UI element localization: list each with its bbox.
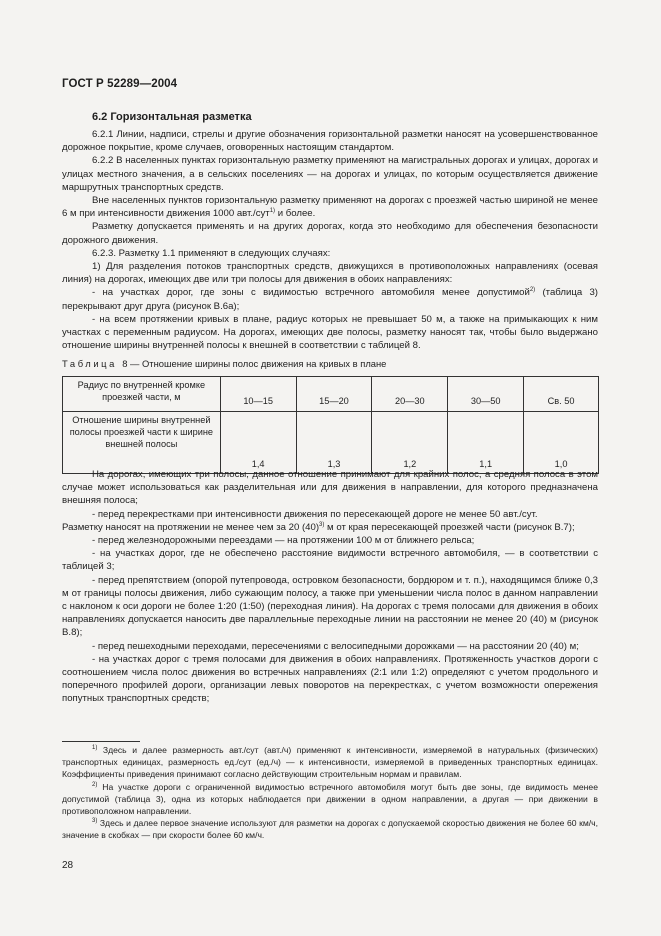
table-caption-word: Таблица — [62, 358, 117, 369]
page-number: 28 — [62, 860, 74, 871]
paragraph-intersections: - перед перекрестками при интенсивности движения по пересекающей дороге не менее 50 авт./сут. — [92, 508, 538, 520]
table-cell: Св. 50 — [524, 377, 599, 412]
footnote-ref-3: 3) — [319, 521, 325, 528]
footnote-divider — [62, 741, 140, 742]
paragraph-marking-distance: Разметку наносят на протяжении не менее чем за 20 $(40)^{3)}$ м от края пересекающей проезжей части (рисунок В.7); — [62, 521, 575, 533]
lane-width-table — [62, 376, 599, 474]
footnote-ref-2: 2) — [529, 287, 536, 294]
paragraph-three-lanes: На дорогах, имеющих три полосы, данное отношение принимают для крайних полос, а средняя полоса в этом случае может использоваться как разделительная или для движения в направлении, для которого предназначена внешняя полоса; — [62, 469, 598, 507]
table-row-ratio — [63, 412, 599, 474]
paragraph-three-lane-sections: - на участках дорог с тремя полосами для движения в обоих направлениях. Протяженность участков дороги с соотношением числа полос движения во встречных направлениях (2:1 или 1:2) определяют с учетом продольного и поперечного профилей дороги, организации левых поворотов на перекрестках, с учетом возможности опережения попутных транспортных средств; — [62, 653, 598, 705]
paragraph-outside-settlements: Вне населенных пунктов горизонтальную разметку применяют на дорогах с проезжей частью шириной не менее 6 м при интенсивности движения 1000 авт./сут$^{1)}$ и более. — [62, 195, 598, 220]
paragraph-pedestrian: - перед пешеходными переходами, пересечениями с велосипедными дорожками — на расстоянии 20 (40) м; — [92, 640, 579, 652]
table-cell: 1,0 — [524, 412, 599, 474]
table-cell: 1,2 — [372, 412, 448, 474]
table-cell: 1,4 — [220, 412, 296, 474]
footnote-2: $^{2)}$ На участке дороги с ограниченной видимостью встречного автомобиля могут быть две зоны, где видимость менее допустимой (таблица 3), одна из которых наблюдается при движении в одном направлении, а другая — при движении в противоположном направлении. — [62, 781, 598, 817]
table-cell: 1,3 — [296, 412, 372, 474]
paragraph-obstacle: - перед препятствием (опорой путепровода, островком безопасности, бордюром и т. п.), находящимся ближе 0,3 м от границы полосы движения, либо сужающим полосу, а также при уменьшении числа полос в данном направлении с наклоном к оси дороги не более 1:20 (1:50) (переходная линия). На дорогах с тремя полосами для движения в обоих направлениях допускается наносить две параллельные переходные линии на расстоянии не менее 20 (40) м (рисунок В.8); — [62, 574, 598, 639]
table-cell: 1,1 — [448, 412, 524, 474]
paragraph-no-visibility: - на участках дорог, где не обеспечено расстояние видимости встречного автомобиля, — в соответствии с таблицей 3; — [62, 548, 598, 573]
paragraph-curves: - на всем протяжении кривых в плане, радиус которых не превышает 50 м, а также на примыкающих к ним участках с переменным радиусом. На дорогах, имеющих две полосы, разметку наносят так, чтобы было выдержано отношение ширины внутренней полосы к внешней в соответствии с таблицей 8. — [62, 313, 598, 352]
body-text-lower — [62, 468, 598, 706]
table-row-label-ratio: Отношение ширины внутренней полосы проезжей части к ширине внешней полосы — [63, 412, 221, 474]
footnote-1: $^{1)}$ Здесь и далее размерность авт./сут (авт./ч) применяют к интенсивности, измеряемой в натуральных (физических) транспортных единицах, размерность ед./сут (ед./ч) — к интенсивности, измеряемой в приведенных транспортных единицах. Коэффициенты приведения принимают согласно действующим строительным нормам и правилам. — [62, 745, 598, 780]
table-caption-number: 8 — [122, 358, 128, 369]
footnote-ref-1: 1) — [269, 208, 276, 215]
paragraph-6-2-3: 6.2.3. Разметку 1.1 применяют в следующих случаях: — [92, 247, 331, 259]
paragraph-6-2-2: 6.2.2 В населенных пунктах горизонтальную разметку применяют на магистральных дорогах и улицах, дорогах и улицах местного значения, а в сельских поселениях — на дорогах и улицах, по которым осуществляется движение маршрутных транспортных средств. — [62, 155, 598, 193]
paragraph-case-1: 1) Для разделения потоков транспортных средств, движущихся в противоположных направлениях (осевая линия) на дорогах, имеющих две или три полосы для движения в обоих направлениях: — [62, 261, 598, 286]
table-cell: 20—30 — [372, 377, 448, 412]
table-caption-text: — Отношение ширины полос движения на кривых в плане — [130, 358, 387, 369]
paragraph-visibility-zones: - на участках дорог, где зоны с видимостью встречного автомобиля менее допустимой$^{2)}$ (таблица 3) перекрывают друг друга (рисунок В.6а); — [62, 287, 598, 312]
footnotes — [62, 744, 598, 842]
paragraph-other-roads: Разметку допускается применять и на других дорогах, когда это необходимо для обеспечения безопасности дорожного движения. — [62, 221, 598, 246]
paragraph-6-2-1: 6.2.1 Линии, надписи, стрелы и другие обозначения горизонтальной разметки наносят на усовершенствованное дорожное покрытие, кроме случаев, оговоренных настоящим стандартом. — [62, 129, 598, 154]
footnote-3: $^{3)}$ Здесь и далее первое значение используют для разметки на дорогах с допускаемой скоростью движения не более 60 км/ч, значение в скобках — при скорости более 60 км/ч. — [62, 818, 598, 841]
table-caption — [62, 358, 386, 369]
table-cell: 15—20 — [296, 377, 372, 412]
body-text-upper — [62, 128, 598, 352]
paragraph-railway: - перед железнодорожными переездами — на протяжении 100 м от ближнего рельса; — [92, 535, 475, 547]
section-title: 6.2 Горизонтальная разметка — [92, 111, 252, 123]
table-row-label-radius: Радиус по внутренней кромке проезжей части, м — [63, 377, 221, 412]
table-cell: 10—15 — [220, 377, 296, 412]
standard-code: ГОСТ Р 52289—2004 — [62, 78, 178, 90]
table-row-radius — [63, 377, 599, 412]
table-cell: 30—50 — [448, 377, 524, 412]
